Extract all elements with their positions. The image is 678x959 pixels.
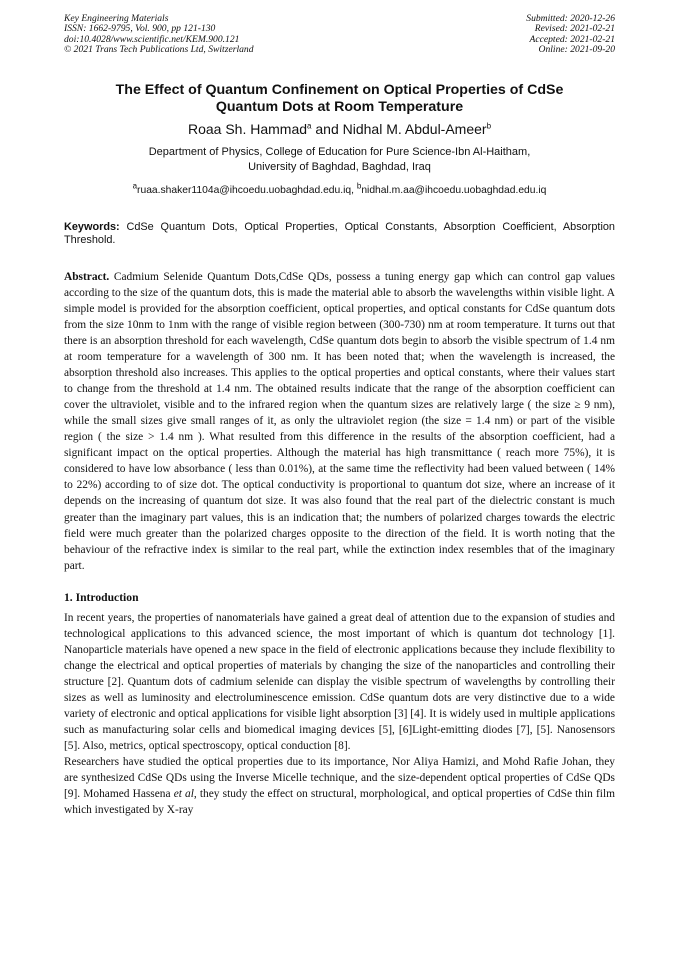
author-conjunction: and xyxy=(311,120,343,137)
introduction-heading: 1. Introduction xyxy=(64,590,139,604)
publication-header xyxy=(64,14,615,56)
doi: doi:10.4028/www.scientific.net/KEM.900.121 xyxy=(64,33,240,45)
submitted-date: Submitted: 2020-12-26 xyxy=(526,13,615,24)
affiliation xyxy=(64,145,615,175)
email-b-sup: b xyxy=(356,181,362,191)
keywords xyxy=(64,221,615,248)
journal-info xyxy=(64,14,254,56)
abstract xyxy=(64,269,615,574)
author-2-sup: b xyxy=(486,120,492,130)
email-a: ruaa.shaker1104a@ihcoedu.uobaghdad.edu.iq, xyxy=(137,184,357,196)
abstract-text: Cadmium Selenide Quantum Dots,CdSe QDs, possess a tuning energy gap which can control gap values according to the size of the quantum dots, this is made the material able to absorb the wavelengths within visible light. A simple model is provided for the absorption coefficient, optical properties, and optical constants for CdSe quantum dots from the size 10nm to 1nm with the range of visible region between (300-730) nm at room temperature. It turns out that there is an absorption threshold for each wavelength, CdSe quantum dots begin to absorb the visible spectrum of 1.4 nm at room temperature for a wavelength of 300 nm. It has been noted that; when the wavelength is increased, the absorption threshold also increases. This applies to the optical properties and optical constants, where their values start to change from the threshold at 1.4 nm. The obtained results indicate that the range of the absorption coefficient can cover the ultraviolet, visible and to the infrared region when the quantum sizes are relatively large ( the size ≥ 9 nm), while the small sizes give small ranges of it, as only the ultraviolet region (the size = 1.4 nm) or part of the visible region ( the size > 1.4 nm ). What resulted from this difference in the results of the absorption coefficient, had a significant impact on the optical properties. Although the material has high transmittance ( reach more 75%), it is considered to have low absorbance ( less than 0.01%), at the same time the reflectivity had been valued between ( 14% to 22%) according to of size dot. The optical conductivity is proportional to quantum dot size, where an increase of it depends on the increasing of quantum dot size. It was also found that the real part of the dielectric constant is much greater than the imaginary part values, this is an indication that; the numbers of polarized charges towards the electric field were much greater than the polarized charges opposite to the direction of the field. It is worth noting that the behaviour of the refractive index is similar to the real part, while the extinction index resembles that of the imaginary part. xyxy=(64,270,615,572)
online-date: Online: 2021-09-20 xyxy=(538,44,615,56)
title-line-1: The Effect of Quantum Confinement on Optical Properties of CdSe xyxy=(115,81,564,98)
affiliation-line-2: University of Baghdad, Baghdad, Iraq xyxy=(248,160,431,173)
introduction-paragraph-1: In recent years, the properties of nanomaterials have gained a great deal of attention due to the expansion of studies and technological applications to this advanced science, the most important of which is quantum dot technology [1]. Nanoparticle materials have opened a new space in the field of electronic applications because they include flexibility to change the electrical and optical properties of materials by changing the size of the nanoparticles and controlling their structure [2]. Quantum dots of cadmium selenide can display the visible spectrum of wavelengths by controlling their sizes as well as luminosity and electroluminescence emission. CdSe quantum dots are very distinctive due to a wide variety of electronic and optical applications for visible light absorption [3] [4]. It is widely used in multiple applications such as manufacturing solar cells and biomedical imaging devices [5], [6]Light-emitting diodes [7], [5]. Nanosensors [5]. Also, metrics, optical spectroscopy, optical conduction [8]. xyxy=(64,611,615,753)
accepted-date: Accepted: 2021-02-21 xyxy=(529,33,615,45)
et-al: et al xyxy=(173,788,194,801)
revised-date: Revised: 2021-02-21 xyxy=(534,23,615,35)
email-b: nidhal.m.aa@ihcoedu.uobaghdad.edu.iq xyxy=(361,184,547,196)
introduction-paragraph-2-end: , they study the effect on structural, morphological, and optical properties of CdSe thin film which investigated by X-ray xyxy=(64,788,615,817)
copyright: © 2021 Trans Tech Publications Ltd, Switzerland xyxy=(64,44,254,56)
title-line-2: Quantum Dots at Room Temperature xyxy=(215,98,464,115)
author-1-sup: a xyxy=(307,120,312,130)
issn: ISSN: 1662-9795, Vol. 900, pp 121-130 xyxy=(64,23,216,35)
authors xyxy=(64,121,615,138)
introduction-paragraph-2 xyxy=(64,754,615,818)
journal-name: Key Engineering Materials xyxy=(64,13,169,24)
keywords-text: CdSe Quantum Dots, Optical Properties, Optical Constants, Absorption Coefficient, Absorption Threshold. xyxy=(64,220,615,247)
paper-title xyxy=(64,82,615,116)
email-a-sup: a xyxy=(132,181,138,191)
author-2: Nidhal M. Abdul-Ameer xyxy=(342,120,487,137)
author-1: Roaa Sh. Hammad xyxy=(187,120,308,137)
author-emails xyxy=(64,181,615,197)
abstract-label: Abstract. xyxy=(64,270,110,283)
paper-page xyxy=(64,14,615,818)
dates-info xyxy=(526,14,615,56)
affiliation-line-1: Department of Physics, College of Education for Pure Science-Ibn Al-Haitham, xyxy=(148,145,531,158)
introduction-paragraph-2-start: Researchers have studied the optical properties due to its importance, Nor Aliya Hamizi, and Mohd Rafie Johan, they are synthesized CdSe QDs using the Inverse Micelle technique, and the size-dependent optical properties of CdSe QDs [9]. Mohamed Hassena xyxy=(64,756,615,801)
keywords-label: Keywords: xyxy=(64,220,120,233)
